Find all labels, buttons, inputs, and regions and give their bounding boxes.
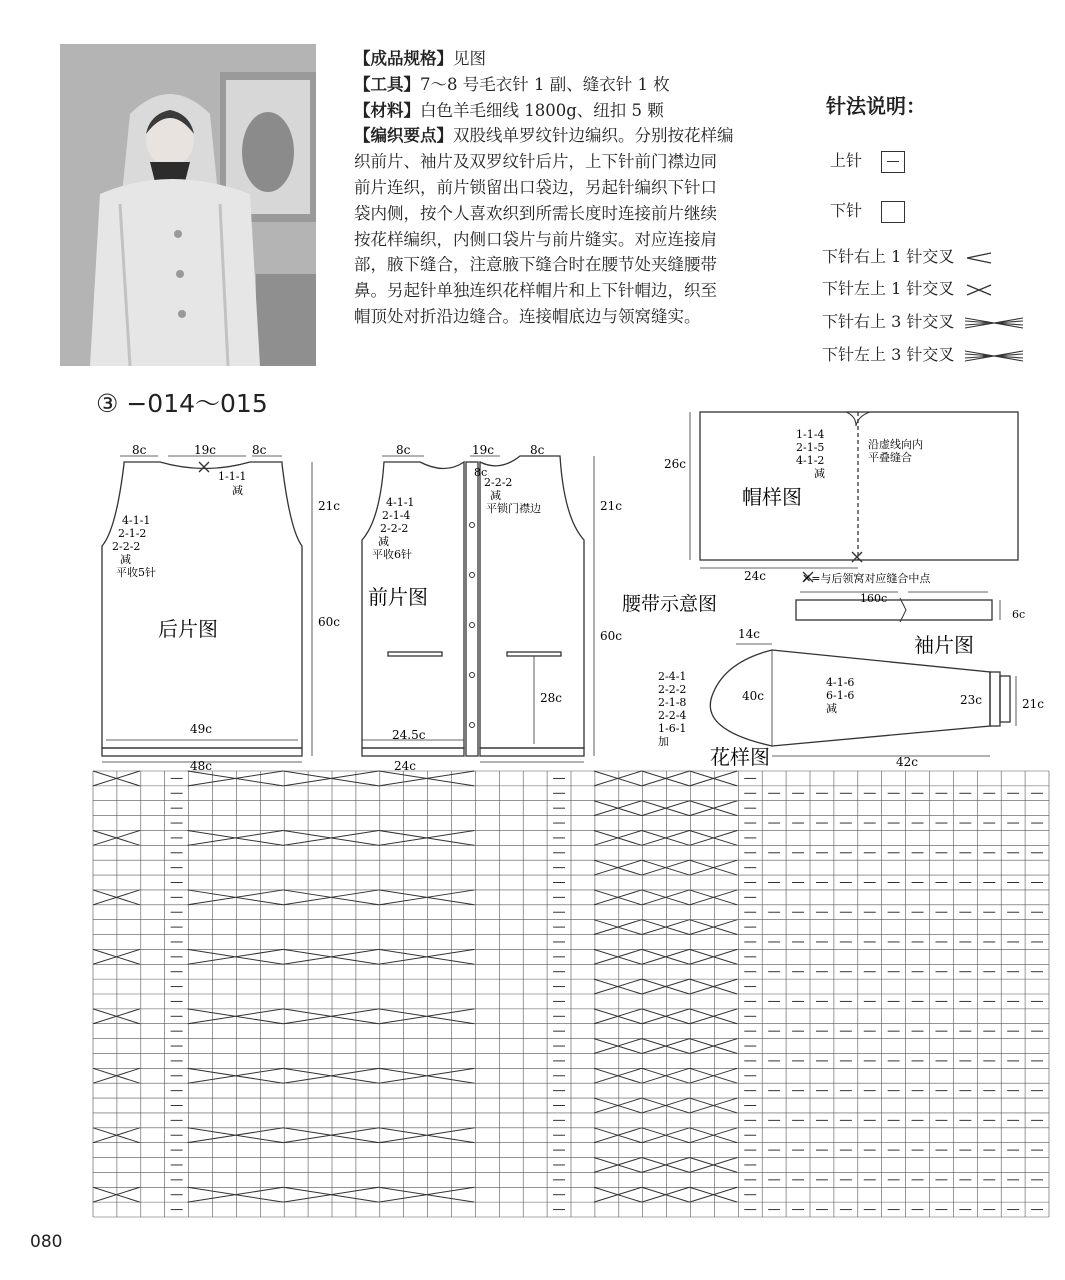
cable-cross-mark [594,1158,642,1173]
legend-title: 针法说明： [826,94,926,118]
back-piece-title: 后片图 [158,617,218,641]
front-pocket-dim: 28c [540,691,562,705]
cable-cross-mark [642,801,690,816]
cable-cross-mark [93,830,140,845]
left-cross-1-icon [965,283,993,297]
cable-cross-mark [690,949,738,964]
cable-cross-mark [642,860,690,875]
back-armhole-dim: 21c [318,499,340,513]
sleeve-cap-height-dim: 40c [742,689,764,703]
cable-cross-mark [283,1009,379,1024]
front-arm-shaping: 4-1-1 [386,496,415,509]
cable-cross-mark [188,949,284,964]
cable-cross-mark [594,771,642,786]
front-shoulder-left-dim: 8c [396,443,411,457]
notes-line: 袋内侧，按个人喜欢织到所需长度时连接前片继续 [354,203,717,223]
legend-label: 上针 [830,151,863,170]
cable-cross-mark [642,949,690,964]
cable-cross-mark [690,1039,738,1054]
cable-cross-mark [594,1039,642,1054]
front-arm-shaping: 2-1-4 [382,509,411,522]
cable-cross-mark [283,949,379,964]
chart-title: 花样图 [710,745,770,769]
back-shoulder-right-dim: 8c [252,443,267,457]
cable-cross-mark [188,1128,284,1143]
cable-cross-mark [642,771,690,786]
cable-cross-mark [642,1068,690,1083]
cable-cross-mark [283,771,379,786]
photo-illustration [60,44,316,366]
legend-label: 下针左上 3 针交叉 [822,345,955,364]
sleeve-arm-shaping: 减 [826,702,837,715]
cable-cross-mark [594,860,642,875]
cable-cross-mark [642,1128,690,1143]
cable-cross-mark [188,771,284,786]
back-arm-shaping: 2-1-2 [118,527,147,540]
cable-cross-mark [690,1128,738,1143]
hood-mark-note: ✕=与后领窝对应缝合中点 [802,572,931,585]
back-neck-shaping: 减 [232,484,243,497]
cable-cross-mark [642,830,690,845]
legend-label: 下针右上 1 针交叉 [822,247,955,266]
cable-cross-mark [594,920,642,935]
cable-cross-mark [594,1098,642,1113]
legend-item-knit [830,198,905,223]
cable-cross-mark [594,1128,642,1143]
cable-cross-mark [594,801,642,816]
sleeve-arm-shaping: 4-1-6 [826,676,855,689]
sleeve-cuff-dim: 23c [960,693,982,707]
notes-line: 织前片、袖片及双罗纹针后片，上下针前门襟边同 [354,152,717,172]
cable-cross-mark [188,1009,284,1024]
legend-item-left-cross-3 [822,342,1025,365]
legend-item-right-cross-1 [822,244,993,267]
hood-width-dim: 24c [744,569,766,583]
sleeve-cap-shaping: 2-2-4 [658,709,687,722]
cable-cross-mark [594,830,642,845]
back-arm-shaping: 2-2-2 [112,540,141,553]
cable-cross-mark [188,830,284,845]
pattern-instructions [354,46,804,330]
cable-cross-mark [690,1098,738,1113]
cable-cross-mark [379,830,475,845]
back-arm-shaping: 平收5针 [116,566,156,579]
hood-title: 帽样图 [742,485,802,509]
tools-line: 【工具】7～8 号毛衣针 1 副、缝衣针 1 枚 [354,74,670,94]
back-neck-dim: 19c [194,443,216,457]
back-arm-shaping: 4-1-1 [122,514,151,527]
legend-label: 下针左上 1 针交叉 [822,279,955,298]
sleeve-length-dim: 42c [896,755,918,769]
cable-cross-mark [690,771,738,786]
hood-shaping: 1-1-4 [796,428,825,441]
front-arm-shaping: 平收6针 [372,548,412,561]
notes-line: 【编织要点】双股线单罗纹针边编织。分别按花样编 [354,126,734,146]
belt-width-dim: 6c [1012,608,1026,621]
cable-cross-mark [642,1039,690,1054]
cable-cross-mark [594,979,642,994]
legend-item-left-cross-1 [822,276,993,299]
front-neck-shaping: 2-2-2 [484,476,513,489]
page-number: 080 [30,1232,63,1252]
purl-box-icon [881,151,905,173]
sleeve-arm-shaping: 6-1-6 [826,689,855,702]
notes-line: 前片连织，前片锁留出口袋边，另起针编织下针口 [354,177,717,197]
front-neck-dim: 19c [472,443,494,457]
front-armhole-dim: 21c [600,499,622,513]
cable-cross-mark [283,1068,379,1083]
front-hem-dim: 24c [394,759,416,770]
hood-note: 沿虚线向内 [868,438,923,451]
cable-cross-mark [594,949,642,964]
schematic-diagrams [0,400,1065,770]
cable-cross-mark [379,1128,475,1143]
hood-height-dim: 26c [664,457,686,471]
cable-cross-mark [594,890,642,905]
cable-cross-mark [93,890,140,905]
front-collar-dim: 8c [474,466,488,479]
cable-cross-mark [642,890,690,905]
pattern-id: ③ −014～015 [96,389,268,418]
cable-cross-mark [93,1187,140,1202]
stitch-chart [92,770,1052,1218]
left-cross-3-icon [963,348,1025,364]
cable-cross-mark [690,920,738,935]
sleeve-cuff-band-dim: 21c [1022,697,1044,711]
front-neck-shaping: 减 [490,489,501,502]
cable-cross-mark [690,1187,738,1202]
front-arm-shaping: 减 [378,535,389,548]
back-shoulder-left-dim: 8c [132,443,147,457]
knit-box-icon [881,201,905,223]
sleeve-cap-shaping: 2-2-2 [658,683,687,696]
cable-cross-mark [642,1158,690,1173]
cable-cross-mark [690,830,738,845]
front-neck-shaping: 平锁门襟边 [486,502,541,515]
cable-cross-mark [379,949,475,964]
sleeve-cap-shaping: 1-6-1 [658,722,687,735]
cable-cross-mark [690,801,738,816]
sleeve-cap-shaping: 2-4-1 [658,670,687,683]
front-arm-shaping: 2-2-2 [380,522,409,535]
back-arm-shaping: 减 [120,553,131,566]
cable-cross-mark [379,1009,475,1024]
cable-cross-mark [642,1009,690,1024]
notes-line: 鼻。另起针单独连织花样帽片和上下针帽边，织至 [354,281,717,301]
cable-cross-mark [690,1068,738,1083]
hood-shaping: 减 [814,467,825,480]
cable-cross-mark [93,1009,140,1024]
materials-line: 【材料】白色羊毛细线 1800g、纽扣 5 颗 [354,100,664,120]
cable-cross-mark [642,979,690,994]
hood-note: 平叠缝合 [868,451,912,464]
back-body-dim: 60c [318,615,340,629]
cable-cross-mark [188,1068,284,1083]
cable-cross-mark [93,771,140,786]
back-width-dim: 49c [190,722,212,736]
legend-label: 下针右上 3 针交叉 [822,312,955,331]
front-piece-title: 前片图 [368,585,428,609]
right-cross-1-icon [965,251,993,265]
spec-line: 【成品规格】见图 [354,49,486,68]
cable-cross-mark [93,949,140,964]
cable-cross-mark [283,1187,379,1202]
cable-cross-mark [283,830,379,845]
right-cross-3-icon [963,315,1025,331]
sleeve-cap-dim: 14c [738,627,760,641]
cable-cross-mark [379,1187,475,1202]
belt-length-dim: 160c [860,592,888,605]
front-body-dim: 60c [600,629,622,643]
cable-cross-mark [690,1158,738,1173]
notes-line: 帽顶处对折沿边缝合。连接帽底边与领窝缝实。 [354,306,701,326]
hood-shaping: 2-1-5 [796,441,825,454]
notes-line: 按花样编织，内侧口袋片与前片缝实。对应连接肩 [354,229,717,249]
legend-item-right-cross-3 [822,309,1025,332]
legend-label: 下针 [830,201,863,220]
sleeve-cap-shaping: 2-1-8 [658,696,687,709]
cable-cross-mark [642,1187,690,1202]
sleeve-cap-shaping: 加 [658,735,669,748]
back-hem-dim: 48c [190,759,212,770]
cable-cross-mark [642,920,690,935]
model-photo [60,44,316,366]
cable-cross-mark [283,890,379,905]
cable-cross-mark [379,890,475,905]
back-neck-shaping: 1-1-1 [218,470,247,483]
cable-cross-mark [594,1187,642,1202]
cable-cross-mark [690,979,738,994]
front-shoulder-right-dim: 8c [530,443,545,457]
notes-line: 部，腋下缝合，注意腋下缝合时在腰节处夹缝腰带 [354,255,717,275]
cable-cross-mark [93,1128,140,1143]
front-width-dim: 24.5c [392,728,426,742]
cable-cross-mark [379,771,475,786]
hood-shaping: 4-1-2 [796,454,825,467]
belt-title: 腰带示意图 [622,593,718,615]
cable-cross-mark [188,1187,284,1202]
cable-cross-mark [642,1098,690,1113]
cable-cross-mark [594,1068,642,1083]
cable-cross-mark [188,890,284,905]
legend-item-purl [830,148,905,173]
cable-cross-mark [690,860,738,875]
cable-cross-mark [93,1068,140,1083]
cable-cross-mark [379,1068,475,1083]
cable-cross-mark [594,1009,642,1024]
sleeve-title: 袖片图 [914,633,974,657]
cable-cross-mark [690,1009,738,1024]
cable-cross-mark [283,1128,379,1143]
cable-cross-mark [690,890,738,905]
